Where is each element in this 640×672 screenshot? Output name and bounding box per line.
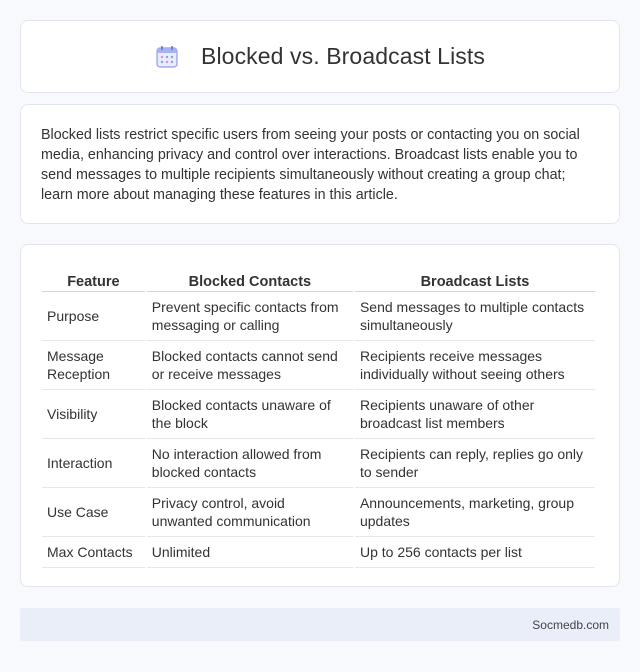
cell-blocked: Blocked contacts cannot send or receive messages xyxy=(147,341,353,390)
footer-site-link[interactable]: Socmedb.com xyxy=(532,617,609,632)
cell-blocked: Privacy control, avoid unwanted communication xyxy=(147,488,353,537)
calendar-icon xyxy=(155,45,179,69)
cell-broadcast: Recipients unaware of other broadcast list members xyxy=(355,390,595,439)
page-title: Blocked vs. Broadcast Lists xyxy=(201,43,485,69)
title-wrap xyxy=(155,43,485,70)
table-row xyxy=(42,390,595,439)
cell-blocked: Blocked contacts unaware of the block xyxy=(147,390,353,439)
cell-blocked: No interaction allowed from blocked contacts xyxy=(147,439,353,488)
footer xyxy=(20,608,620,641)
header-feature: Feature xyxy=(42,267,145,292)
table-row xyxy=(42,292,595,341)
header-broadcast-lists: Broadcast Lists xyxy=(355,267,595,292)
cell-broadcast: Recipients receive messages individually without seeing others xyxy=(355,341,595,390)
table-row xyxy=(42,439,595,488)
cell-broadcast: Send messages to multiple contacts simultaneously xyxy=(355,292,595,341)
table-row xyxy=(42,488,595,537)
intro-card xyxy=(20,104,620,224)
header-blocked-contacts: Blocked Contacts xyxy=(147,267,353,292)
intro-paragraph: Blocked lists restrict specific users from seeing your posts or contacting you on social media, enhancing privacy and control over interactions. Broadcast lists enable you to send messages to multiple recipients simultaneously without creating a group chat; learn more about managing these features in this article. xyxy=(41,127,580,203)
cell-blocked: Prevent specific contacts from messaging or calling xyxy=(147,292,353,341)
table-row xyxy=(42,537,595,568)
cell-feature: Use Case xyxy=(42,488,145,537)
cell-feature: Interaction xyxy=(42,439,145,488)
table-card xyxy=(20,244,620,587)
cell-broadcast: Up to 256 contacts per list xyxy=(355,537,595,568)
comparison-table xyxy=(40,267,597,568)
cell-broadcast: Recipients can reply, replies go only to sender xyxy=(355,439,595,488)
cell-feature: Max Contacts xyxy=(42,537,145,568)
cell-feature: Visibility xyxy=(42,390,145,439)
cell-blocked: Unlimited xyxy=(147,537,353,568)
table-header-row xyxy=(42,267,595,292)
cell-broadcast: Announcements, marketing, group updates xyxy=(355,488,595,537)
cell-feature: Purpose xyxy=(42,292,145,341)
cell-feature: Message Reception xyxy=(42,341,145,390)
table-row xyxy=(42,341,595,390)
title-card xyxy=(20,20,620,93)
